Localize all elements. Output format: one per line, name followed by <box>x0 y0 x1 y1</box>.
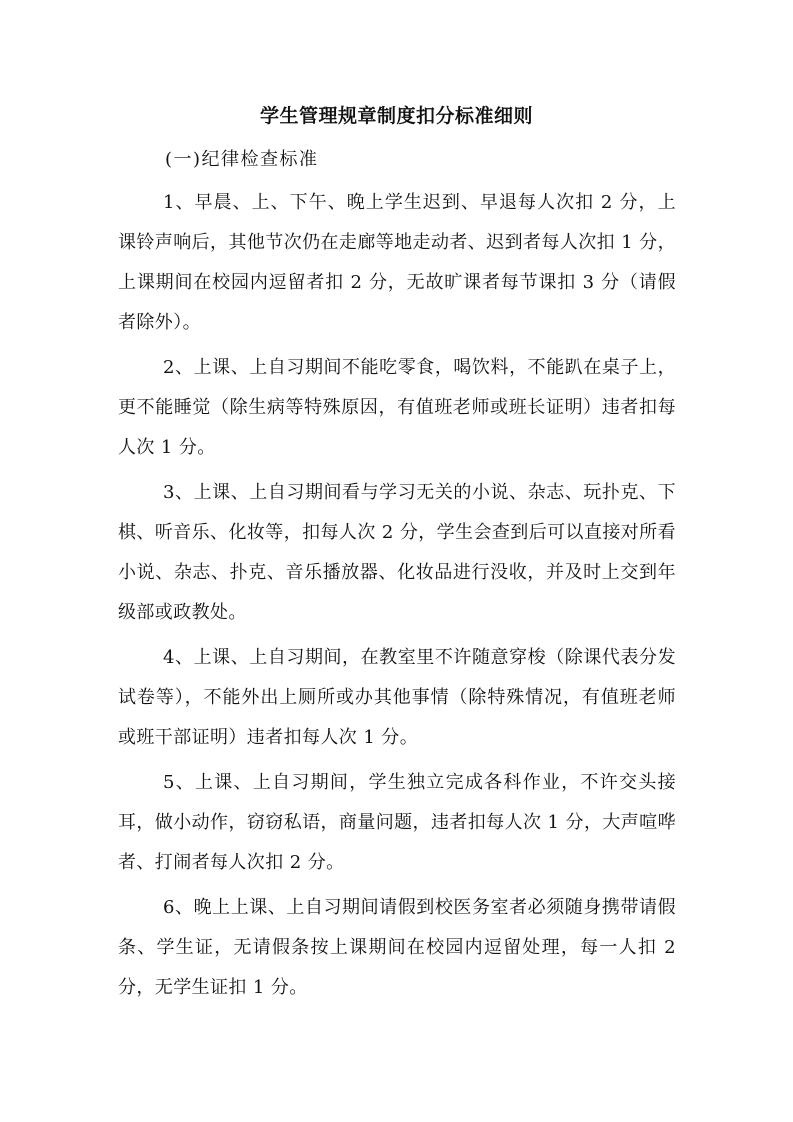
paragraph-rule-5: 5、上课、上自习期间，学生独立完成各科作业，不许交头接耳，做小动作，窃窃私语，商量问题，违者扣每人次 1 分，大声喧哗者、打闹者每人次扣 2 分。 <box>118 772 676 873</box>
paragraph-rule-6: 6、晚上上课、上自习期间请假到校医务室者必须随身携带请假条、学生证，无请假条按上课期间在校园内逗留处理，每一人扣 2 分，无学生证扣 1 分。 <box>118 897 676 998</box>
document-body <box>118 183 676 1013</box>
paragraph-rule-3: 3、上课、上自习期间看与学习无关的小说、杂志、玩扑克、下棋、听音乐、化妆等，扣每人次 2 分，学生会查到后可以直接对所看小说、杂志、扑克、音乐播放器、化妆品进行没收，并及时上交到年级部或政教处。 <box>118 482 676 623</box>
document-title: 学生管理规章制度扣分标准细则 <box>259 105 533 127</box>
paragraph-rule-4: 4、上课、上自习期间，在教室里不许随意穿梭（除课代表分发试卷等），不能外出上厕所或办其他事情（除特殊情况，有值班老师或班干部证明）违者扣每人次 1 分。 <box>118 647 676 748</box>
paragraph-rule-1: 1、早晨、上、下午、晚上学生迟到、早退每人次扣 2 分，上课铃声响后，其他节次仍在走廊等地走动者、迟到者每人次扣 1 分，上课期间在校园内逗留者扣 2 分，无故旷课者每节课扣 3 分（请假者除外）。 <box>118 192 676 333</box>
paragraph-rule-2: 2、上课、上自习期间不能吃零食，喝饮料，不能趴在桌子上，更不能睡觉（除生病等特殊原因，有值班老师或班长证明）违者扣每人次 1 分。 <box>118 357 676 458</box>
section-heading: (一)纪律检查标准 <box>165 149 319 170</box>
